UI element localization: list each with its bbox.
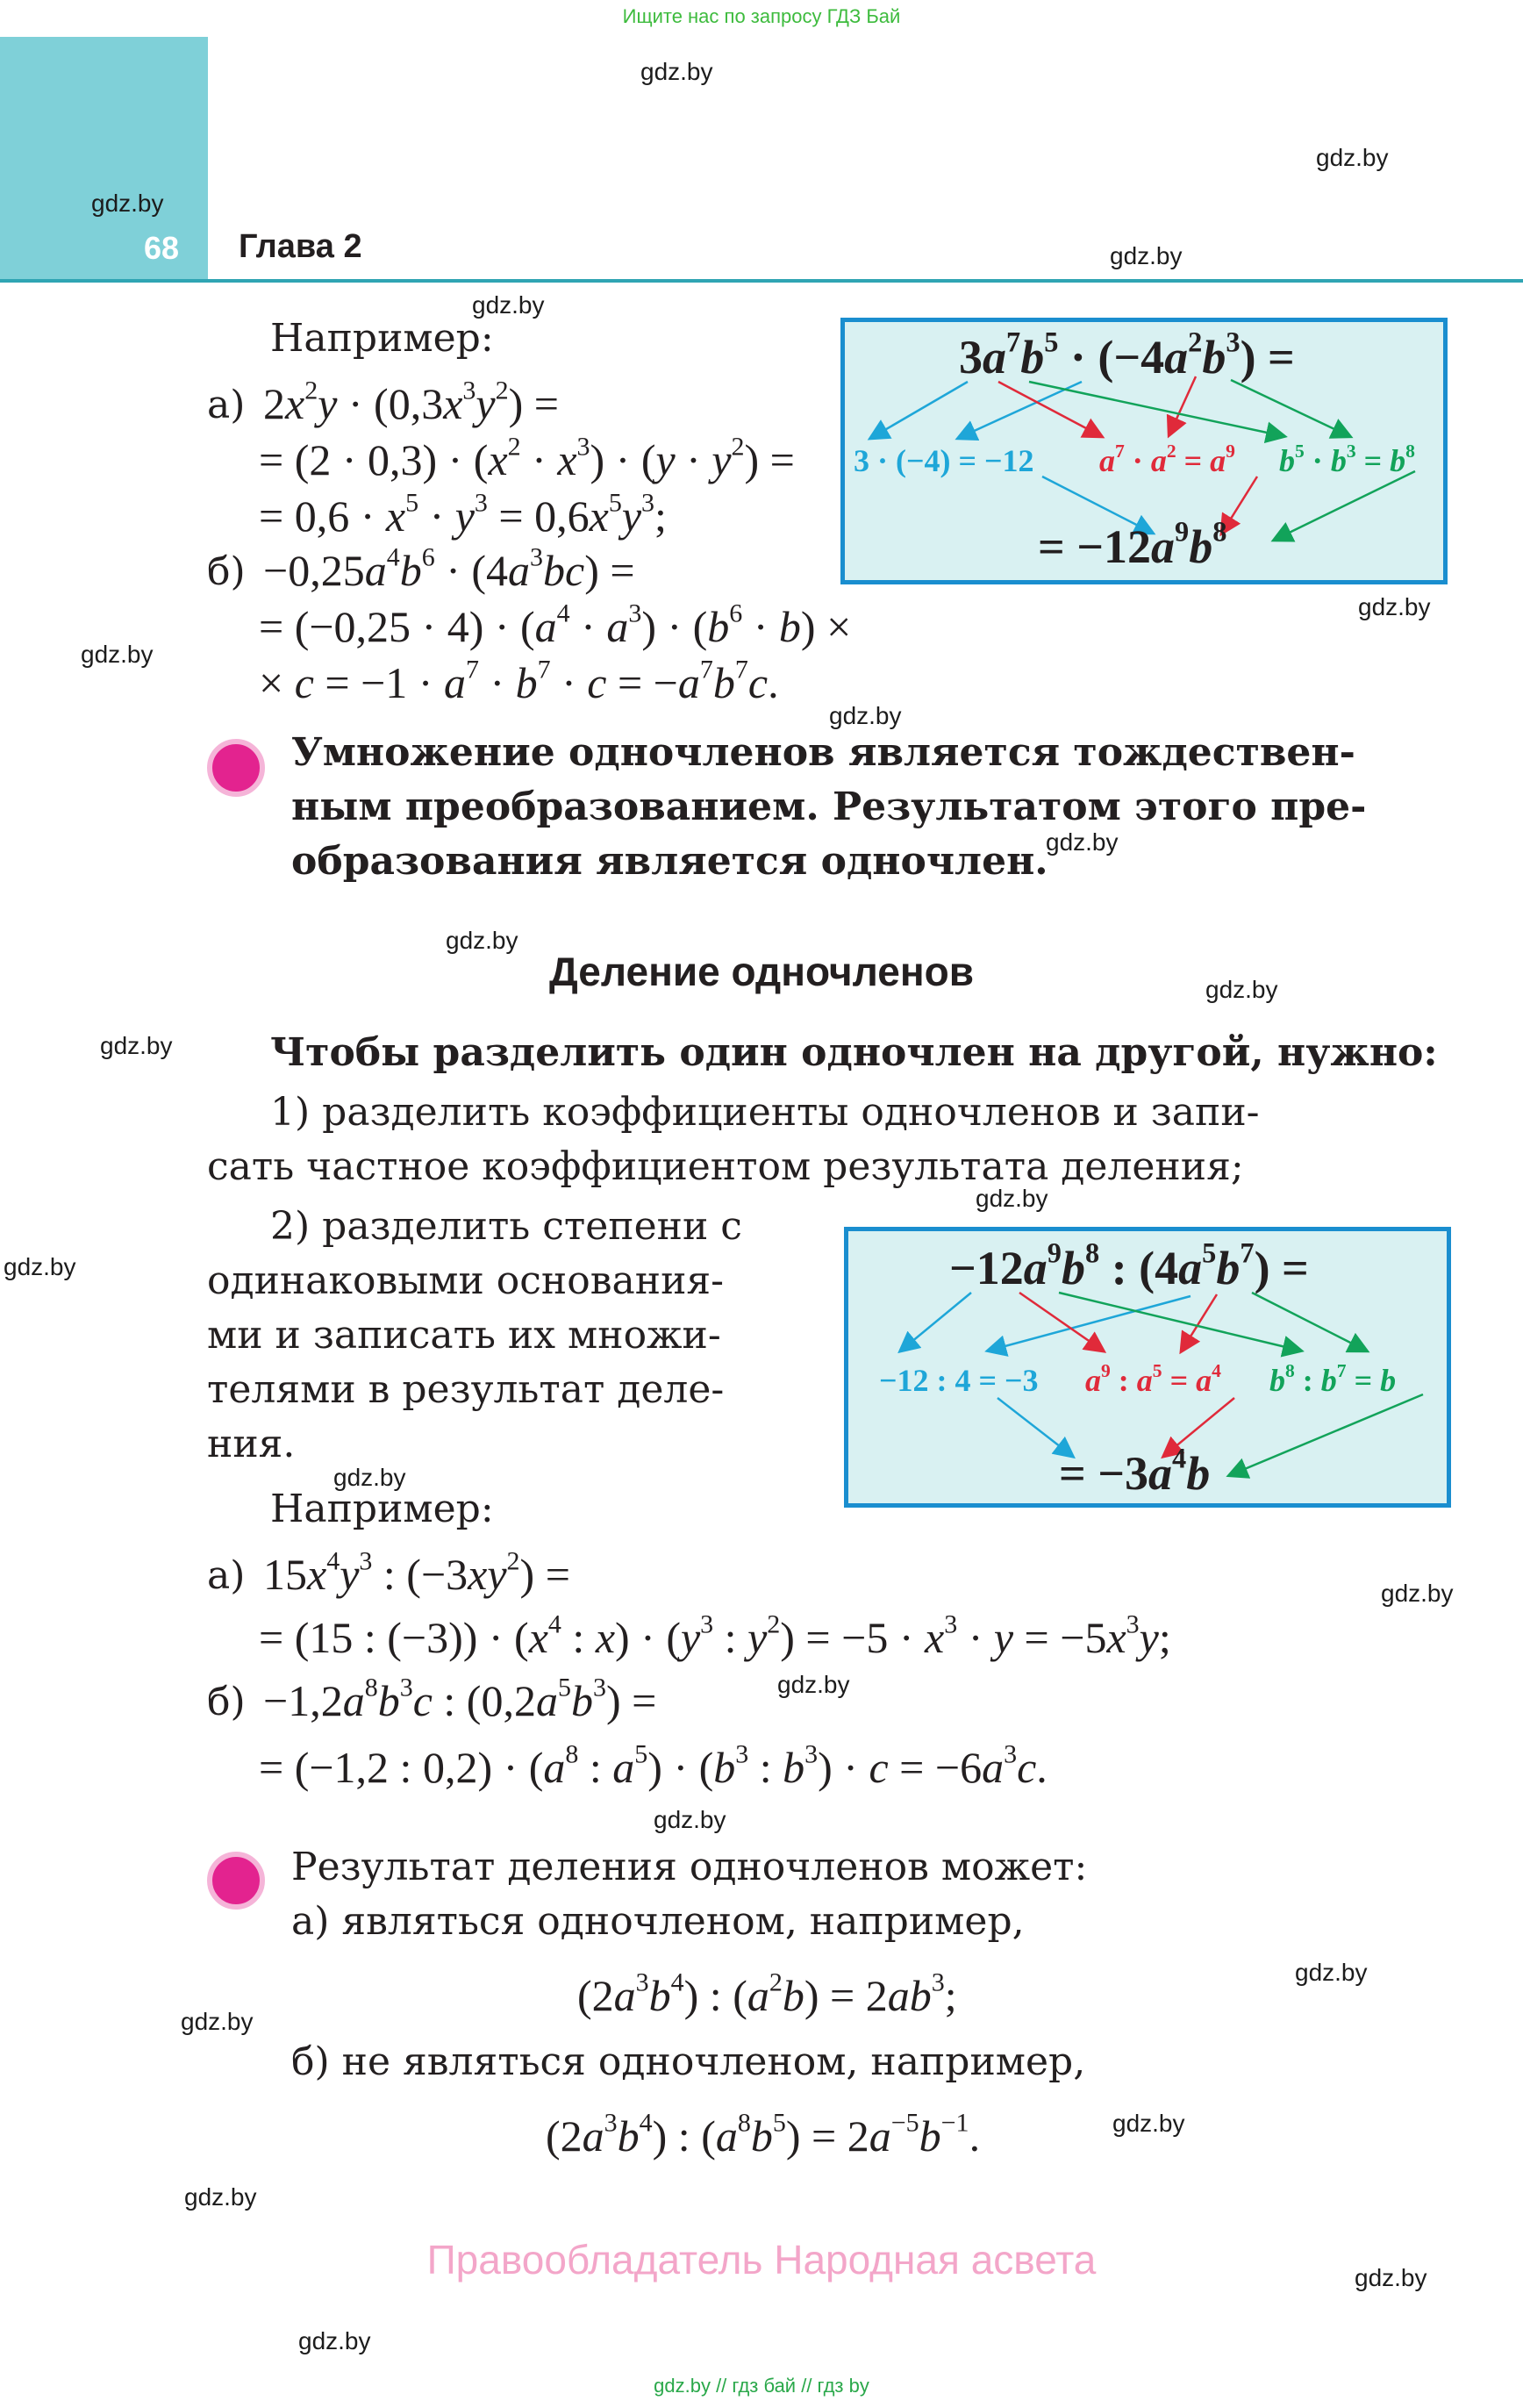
math-line: $15x^4y^3$ : $(-3xy^2)$ =: [263, 1546, 570, 1599]
rule-line: ным преобразованием. Результатом этого пре-: [291, 785, 1367, 829]
page-number: 68: [144, 230, 180, 266]
result-rule-a: а) являться одночленом, например,: [291, 1899, 1025, 1944]
math-line: = $(-0,25 \cdot 4) \cdot (a^4 \cdot a^3) \cdot (b^6 \cdot b)$ ×: [259, 598, 852, 651]
watermark: gdz.by: [472, 291, 545, 319]
math-line: = $(2 \cdot 0,3) \cdot (x^2 \cdot x^3) \cdot (y \cdot y^2)$ =: [259, 432, 795, 484]
watermark: gdz.by: [4, 1253, 76, 1280]
division-step-1: 1) разделить коэффициенты одночленов и запи-: [270, 1090, 1260, 1135]
bell-icon: [207, 1852, 265, 1910]
section-title: Деление одночленов: [548, 949, 975, 994]
watermark: gdz.by: [100, 1032, 173, 1059]
math-line: $-1,2a^8b^3c$ : $(0,2a^5b^3)$ =: [263, 1673, 657, 1725]
box-powers-a: $a^9$ : $a^5 = a^4$: [1085, 1359, 1221, 1398]
watermark: gdz.by: [640, 58, 713, 85]
watermark: gdz.by: [1205, 976, 1278, 1003]
example-heading: Например:: [270, 1487, 494, 1531]
example-a-label: а): [207, 1553, 246, 1598]
watermark: gdz.by: [91, 190, 164, 217]
chapter-title: Глава 2: [239, 228, 362, 265]
example-b-label: б): [207, 1680, 246, 1724]
result-rule-b: б) не являться одночленом, например,: [291, 2039, 1086, 2084]
copyright-notice: Правообладатель Народная асвета: [426, 2237, 1097, 2283]
example-heading: Например:: [270, 316, 494, 361]
math-line: $-0,25a^4b^6 \cdot (4a^3bc)$ =: [263, 542, 635, 595]
math-line: = (−1,2 : $0,2) \cdot (a^8$ : $a^5) \cdot (b^3$ : $b^3) \cdot c = -6a^3c$.: [259, 1739, 1048, 1792]
division-step-2: 2) разделить степени с: [270, 1204, 742, 1249]
box-expression: $3a^7b^5 \cdot (-4a^2b^3)$ =: [959, 326, 1295, 383]
arrow: [1029, 382, 1283, 436]
math-line: × $c = -1 \cdot a^7 \cdot b^7 \cdot c = -a^7b^7c$.: [259, 655, 779, 707]
division-diagram: [844, 1227, 1451, 1508]
box-coefficients: −12 : 4 = −3: [879, 1363, 1039, 1398]
math-line: $(2a^3b^4)$ : $(a^8b^5) = 2a^{-5}b^{-1}$.: [546, 2108, 981, 2161]
math-line: $(2a^3b^4)$ : $(a^2b) = 2ab^3$;: [577, 1967, 957, 2020]
example-b-label: б): [207, 549, 246, 594]
box-expression: $-12a^9b^8$ : $(4a^5b^7)$ =: [949, 1237, 1309, 1294]
top-banner[interactable]: Ищите нас по запросу ГДЗ Бай: [622, 5, 901, 27]
division-step-2-cont: ми и записать их множи-: [207, 1313, 721, 1358]
division-rule-lead: Чтобы разделить один одночлен на другой, нужно:: [270, 1030, 1438, 1075]
watermark: gdz.by: [654, 1806, 726, 1833]
result-rule-lead: Результат деления одночленов может:: [291, 1845, 1088, 1889]
box-result: = $-3a^4b$: [1059, 1443, 1211, 1500]
division-step-2-cont: одинаковыми основания-: [207, 1258, 725, 1303]
watermark: gdz.by: [298, 2327, 371, 2354]
arrow: [1252, 1293, 1366, 1351]
arrow: [1169, 376, 1196, 434]
watermark: gdz.by: [333, 1464, 406, 1491]
arrow: [998, 382, 1101, 436]
watermark: gdz.by: [1358, 593, 1431, 620]
watermark: gdz.by: [1295, 1959, 1368, 1986]
math-line: = $0,6 \cdot x^5 \cdot y^3 = 0,6x^5y^3$;: [259, 488, 667, 541]
box-result: = $-12a^9b^8$: [1038, 516, 1227, 573]
watermark: gdz.by: [184, 2183, 257, 2211]
watermark: gdz.by: [446, 927, 518, 954]
box-powers-a: $a^7 \cdot a^2 = a^9$: [1099, 440, 1235, 478]
box-coefficients: 3 · (−4) = −12: [854, 443, 1034, 478]
watermark: gdz.by: [1355, 2264, 1427, 2291]
math-line: $2x^2y \cdot (0,3x^3y^2)$ =: [263, 376, 559, 428]
division-step-2-cont: телями в результат деле-: [207, 1367, 725, 1412]
watermark: gdz.by: [976, 1185, 1048, 1212]
watermark: gdz.by: [777, 1671, 850, 1698]
rule-line: образования является одночлен.: [291, 839, 1048, 884]
watermark: gdz.by: [1110, 242, 1183, 269]
box-powers-b: $b^8$ : $b^7 = b$: [1269, 1359, 1397, 1398]
header-rule: [0, 279, 1523, 283]
watermark: gdz.by: [1381, 1580, 1454, 1607]
watermark: gdz.by: [1316, 144, 1389, 171]
example-a-label: а): [207, 383, 246, 427]
arrow: [901, 1293, 971, 1351]
division-step-1-cont: сать частное коэффициентом результата деления;: [207, 1144, 1244, 1189]
watermark: gdz.by: [1112, 2110, 1185, 2137]
math-line: = (15 : $(-3)) \cdot (x^4$ : $x) \cdot (y^3$ : $y^2) = -5 \cdot x^3 \cdot y = -5x^3y$;: [259, 1609, 1171, 1662]
watermark: gdz.by: [1046, 828, 1119, 856]
box-powers-b: $b^5 \cdot b^3 = b^8$: [1279, 440, 1415, 478]
division-step-2-cont: ния.: [207, 1422, 296, 1466]
rule-line: Умножение одночленов является тождествен-: [291, 730, 1355, 775]
arrow: [871, 382, 968, 438]
footer-links[interactable]: gdz.by // гдз бай // гдз by: [654, 2375, 869, 2397]
multiplication-diagram: [840, 318, 1448, 584]
watermark: gdz.by: [829, 702, 902, 729]
watermark: gdz.by: [181, 2008, 254, 2035]
watermark: gdz.by: [81, 641, 154, 668]
arrow: [1019, 1293, 1103, 1351]
bell-icon: [207, 739, 265, 797]
